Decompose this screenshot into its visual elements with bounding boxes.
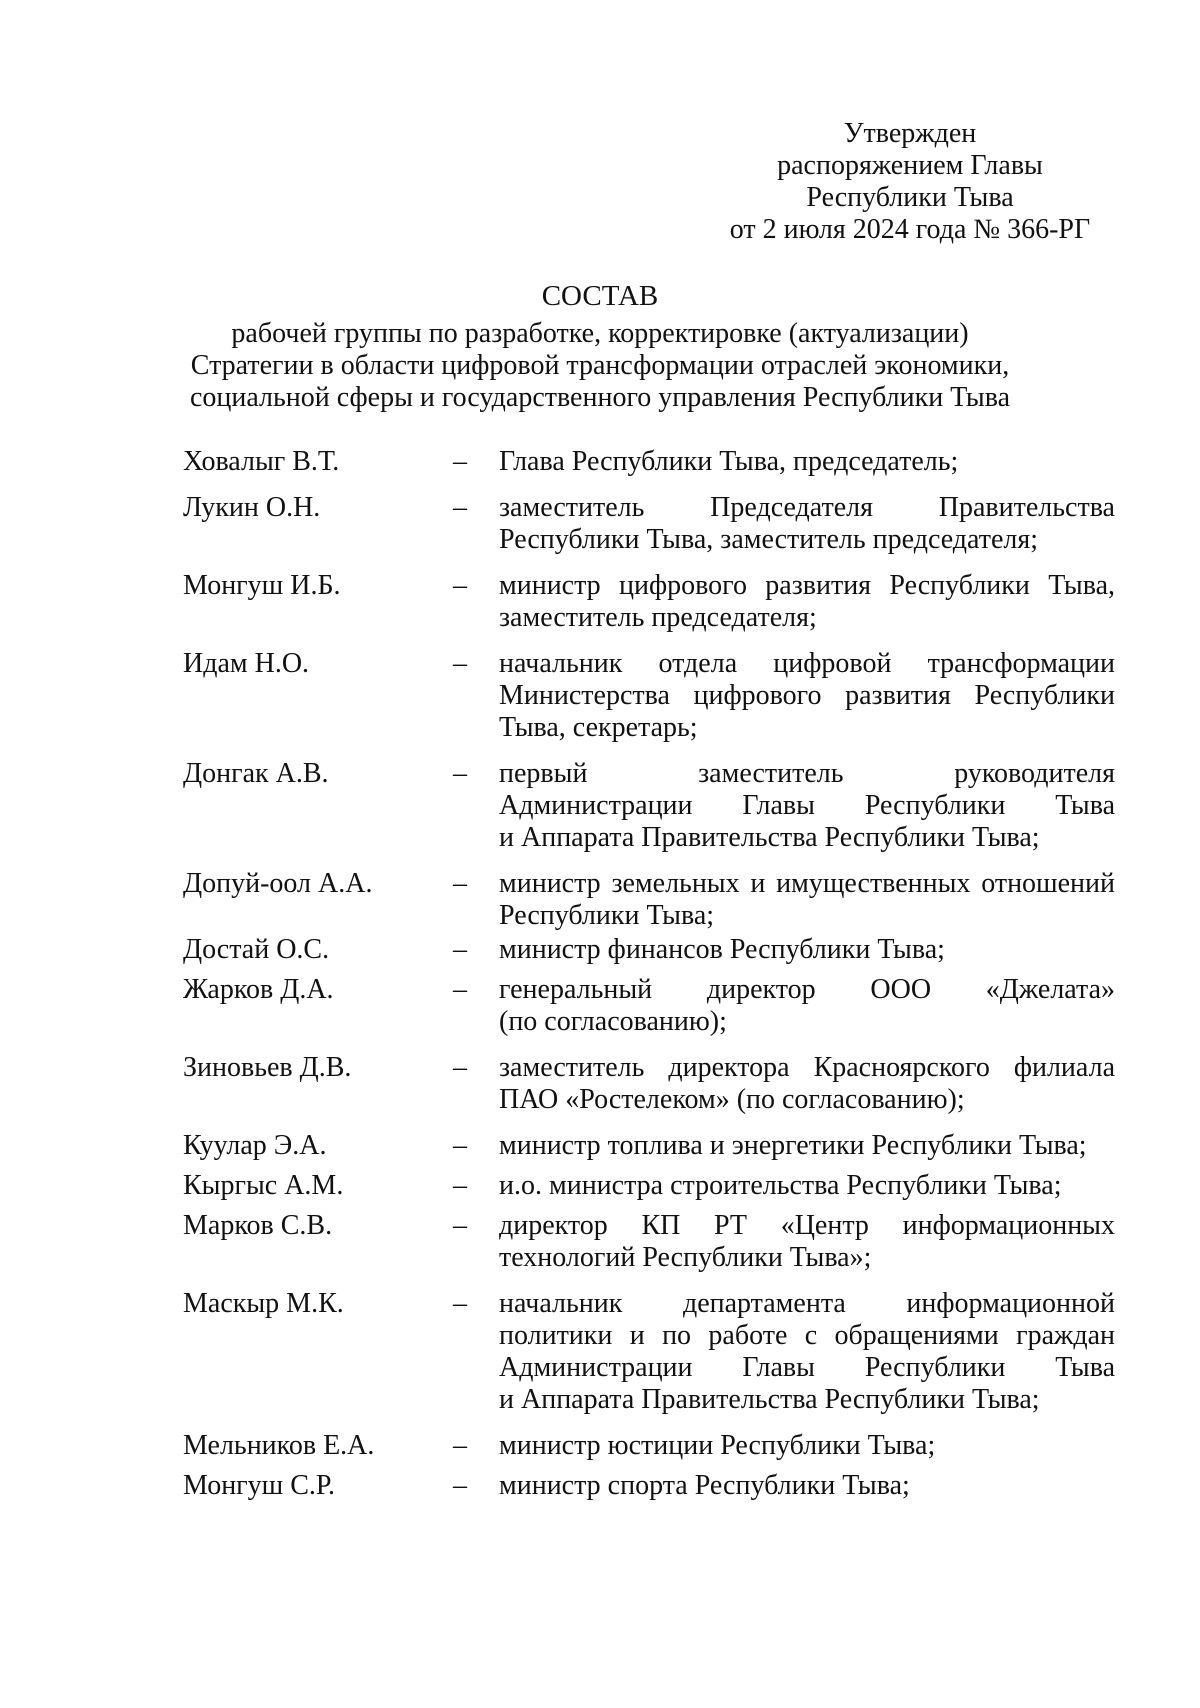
- member-row: [183, 1052, 1115, 1116]
- member-role-line: директор КП РТ «Центр информационных: [499, 1210, 1115, 1241]
- member-name: Ховалыг В.Т.: [183, 446, 340, 477]
- member-row: [183, 868, 1115, 932]
- member-role-line: начальник департамента информационной: [499, 1288, 1115, 1319]
- member-name: Жарков Д.А.: [183, 974, 334, 1005]
- member-role: [499, 974, 1115, 1038]
- member-role: [499, 570, 1115, 634]
- member-dash: –: [453, 758, 467, 789]
- member-name: Марков С.В.: [183, 1210, 333, 1241]
- member-role: [499, 1210, 1115, 1274]
- member-name: Донгак А.В.: [183, 758, 329, 789]
- member-role: [499, 758, 1115, 854]
- member-role-line: и.о. министра строительства Республики Тыва;: [499, 1170, 1062, 1201]
- member-role-line: генеральный директор ООО «Джелата»: [499, 974, 1115, 1005]
- member-name: Кыргыс А.М.: [183, 1170, 344, 1201]
- member-role: [499, 1430, 1115, 1462]
- member-role-line: Администрации Главы Республики Тыва: [499, 1352, 1115, 1383]
- member-role-line: политики и по работе с обращениями граждан: [499, 1320, 1115, 1351]
- member-name: Достай О.С.: [183, 934, 330, 965]
- document-header: [0, 280, 1200, 414]
- member-row: [183, 758, 1115, 854]
- member-role-line: министр спорта Республики Тыва;: [499, 1470, 910, 1501]
- member-dash: –: [453, 648, 467, 679]
- member-name: Зиновьев Д.В.: [183, 1052, 352, 1083]
- member-role-line: Администрации Главы Республики Тыва: [499, 790, 1115, 821]
- member-dash: –: [453, 1130, 467, 1161]
- member-role-line: (по согласованию);: [499, 1006, 727, 1037]
- subtitle-line: Стратегии в области цифровой трансформации отраслей экономики,: [190, 350, 1010, 381]
- member-role: [499, 868, 1115, 932]
- member-dash: –: [453, 868, 467, 899]
- member-name: Идам Н.О.: [183, 648, 310, 679]
- approval-line: распоряжением Главы: [777, 150, 1043, 181]
- member-role-line: Республики Тыва;: [499, 900, 715, 931]
- member-role-line: первый заместитель руководителя: [499, 758, 1115, 789]
- members-list: [183, 446, 1115, 1502]
- member-name: Монгуш С.Р.: [183, 1470, 335, 1501]
- approval-stamp: [640, 118, 1180, 246]
- member-row: [183, 648, 1115, 744]
- member-name: Монгуш И.Б.: [183, 570, 341, 601]
- member-role: [499, 1288, 1115, 1416]
- approval-line: от 2 июля 2024 года № 366-РГ: [729, 214, 1091, 245]
- member-role-line: Министерства цифрового развития Республики: [499, 680, 1115, 711]
- member-row: [183, 1170, 1115, 1202]
- member-name: Мельников Е.А.: [183, 1430, 375, 1461]
- document-subtitle: [0, 318, 1200, 414]
- member-row: [183, 974, 1115, 1038]
- member-role-line: министр юстиции Республики Тыва;: [499, 1430, 936, 1461]
- member-row: [183, 934, 1115, 966]
- member-role-line: министр цифрового развития Республики Тыва,: [499, 570, 1115, 601]
- member-dash: –: [453, 1430, 467, 1461]
- member-role-line: заместитель директора Красноярского филиала: [499, 1052, 1115, 1083]
- member-dash: –: [453, 1210, 467, 1241]
- member-row: [183, 1430, 1115, 1462]
- member-role-line: Республики Тыва, заместитель председателя;: [499, 524, 1039, 555]
- member-dash: –: [453, 1170, 467, 1201]
- member-dash: –: [453, 446, 467, 477]
- member-role-line: ПАО «Ростелеком» (по согласованию);: [499, 1084, 965, 1115]
- member-role-line: Тыва, секретарь;: [499, 712, 698, 743]
- member-dash: –: [453, 1052, 467, 1083]
- member-name: Куулар Э.А.: [183, 1130, 327, 1161]
- member-name: Допуй-оол А.А.: [183, 868, 373, 899]
- member-dash: –: [453, 1288, 467, 1319]
- document-title: СОСТАВ: [541, 280, 659, 312]
- member-role-line: Глава Республики Тыва, председатель;: [499, 446, 959, 477]
- member-row: [183, 1210, 1115, 1274]
- member-row: [183, 1470, 1115, 1502]
- member-role: [499, 1470, 1115, 1502]
- member-dash: –: [453, 934, 467, 965]
- member-dash: –: [453, 1470, 467, 1501]
- member-row: [183, 492, 1115, 556]
- member-role-line: заместитель председателя;: [499, 602, 817, 633]
- member-row: [183, 1288, 1115, 1416]
- member-dash: –: [453, 492, 467, 523]
- subtitle-line: социальной сферы и государственного управления Республики Тыва: [189, 382, 1011, 413]
- member-role-line: заместитель Председателя Правительства: [499, 492, 1115, 523]
- member-role: [499, 1170, 1115, 1202]
- member-role: [499, 1130, 1115, 1162]
- member-row: [183, 1130, 1115, 1162]
- member-row: [183, 570, 1115, 634]
- member-role: [499, 446, 1115, 478]
- approval-line: Утвержден: [843, 118, 977, 149]
- member-role: [499, 934, 1115, 966]
- member-role-line: начальник отдела цифровой трансформации: [499, 648, 1115, 679]
- member-role-line: министр топлива и энергетики Республики Тыва;: [499, 1130, 1087, 1161]
- member-role-line: и Аппарата Правительства Республики Тыва;: [499, 1384, 1040, 1415]
- member-role-line: и Аппарата Правительства Республики Тыва;: [499, 822, 1040, 853]
- member-name: Маскыр М.К.: [183, 1288, 344, 1319]
- member-role: [499, 648, 1115, 744]
- member-name: Лукин О.Н.: [183, 492, 321, 523]
- member-role: [499, 1052, 1115, 1116]
- member-role: [499, 492, 1115, 556]
- subtitle-line: рабочей группы по разработке, корректировке (актуализации): [231, 318, 969, 349]
- approval-line: Республики Тыва: [806, 182, 1014, 213]
- member-role-line: министр финансов Республики Тыва;: [499, 934, 945, 965]
- member-row: [183, 446, 1115, 478]
- member-dash: –: [453, 570, 467, 601]
- member-role-line: министр земельных и имущественных отношений: [499, 868, 1115, 899]
- member-role-line: технологий Республики Тыва»;: [499, 1242, 872, 1273]
- member-dash: –: [453, 974, 467, 1005]
